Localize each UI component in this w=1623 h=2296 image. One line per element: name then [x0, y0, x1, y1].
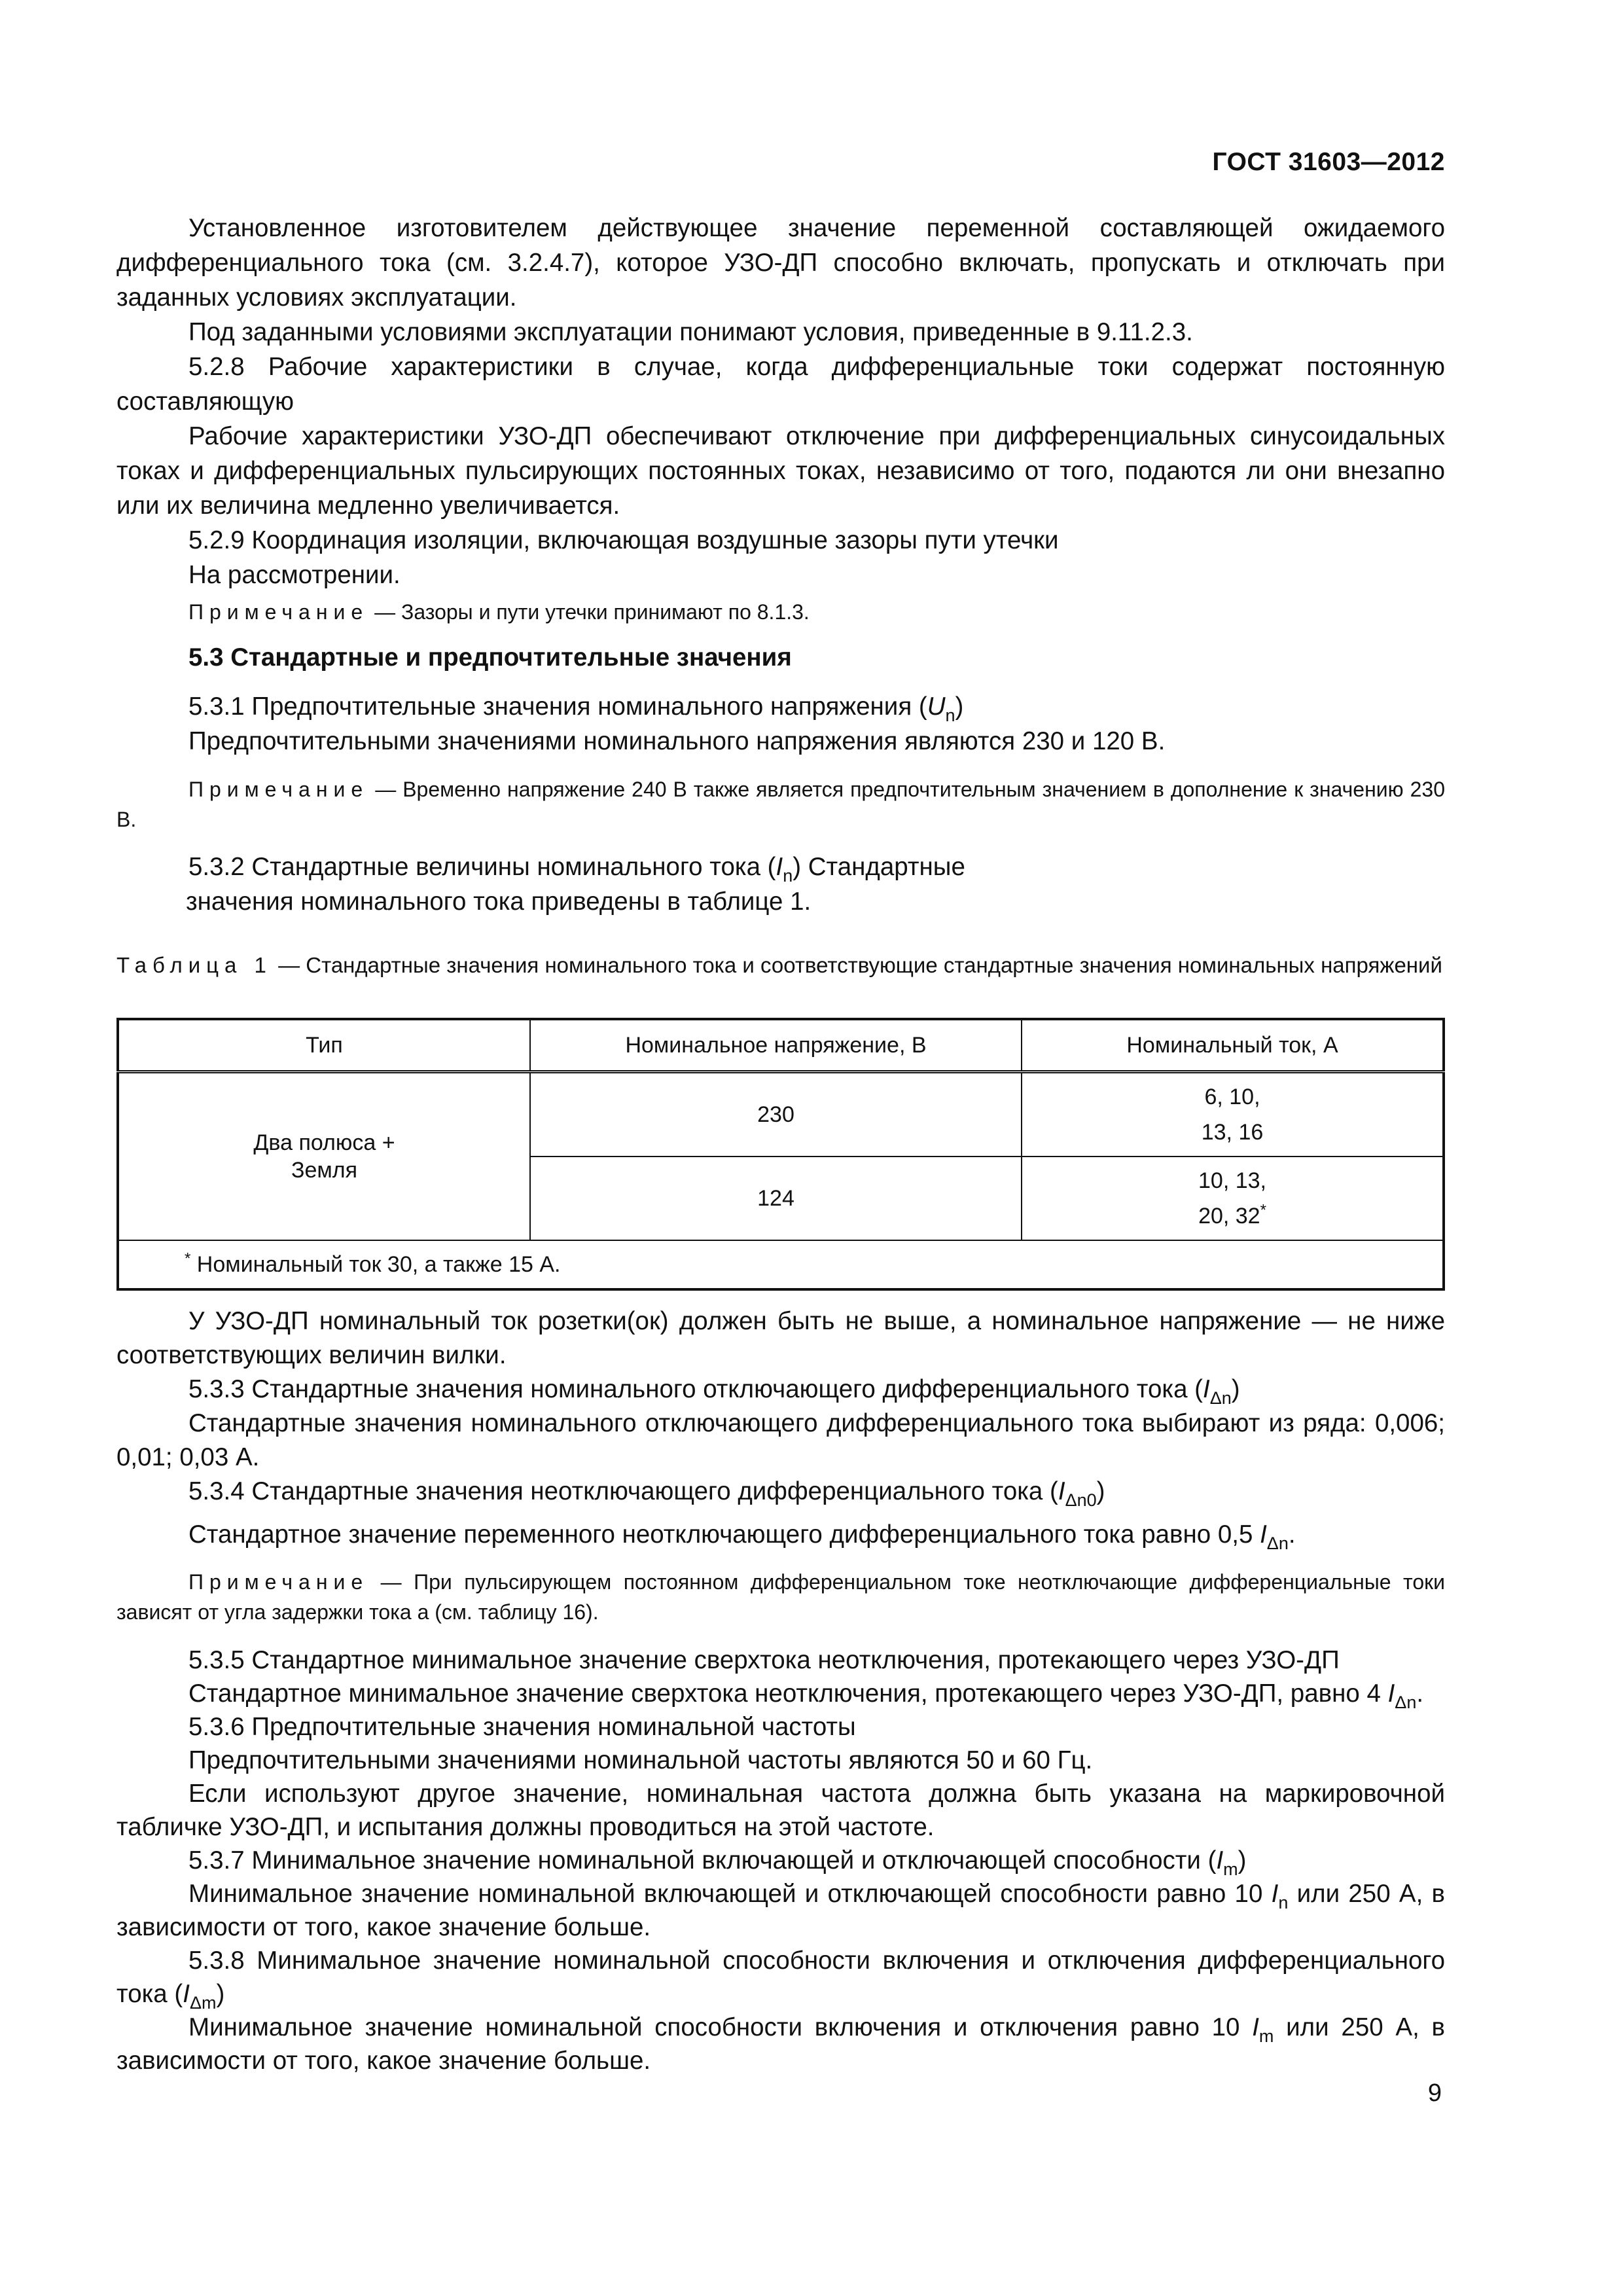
subscript: n — [1278, 1893, 1289, 1912]
footnote-mark: * — [185, 1249, 191, 1268]
clause-5-3-5-heading: 5.3.5 Стандартное минимальное значение сверхтока неотключения, протекающего через УЗО-ДП — [188, 1646, 1340, 1674]
paragraph-end: или 250 А, в зависимости от того, какое значение больше. — [116, 1880, 1446, 1941]
subscript: m — [1223, 1859, 1238, 1879]
document-code: ГОСТ 31603—2012 — [1212, 148, 1445, 176]
table-footnote-row — [118, 1240, 1444, 1289]
type-cell — [118, 1072, 530, 1241]
note-1 — [116, 597, 1445, 627]
paragraph: Стандартные значения номинального отключающего дифференциального тока выбирают из ряда: 0,006; 0,01; 0,03 А. — [116, 1409, 1445, 1471]
symbol-i: I — [1216, 1846, 1224, 1874]
symbol-i: I — [1252, 2013, 1259, 2041]
section-5-3-heading — [116, 640, 1445, 675]
table-caption-label: Таблица 1 — [116, 953, 272, 977]
clause-text-end: ) — [216, 1980, 225, 2008]
paragraph: Предпочтительными значениями номинальной частоты являются 50 и 60 Гц. — [188, 1746, 1093, 1774]
page-number: 9 — [1427, 2079, 1442, 2107]
current-line: 6, 10, — [1204, 1085, 1260, 1109]
subscript: Δn — [1266, 1534, 1289, 1553]
note-text: — Зазоры и пути утечки принимают по 8.1.3. — [368, 600, 810, 624]
paragraph-end: . — [1416, 1679, 1424, 1708]
type-line: Земля — [291, 1158, 358, 1183]
section-heading: 5.3 Стандартные и предпочтительные значения — [188, 643, 792, 672]
clause-5-2-9-heading: 5.2.9 Координация изоляции, включающая воздушные зазоры пути утечки — [188, 526, 1059, 554]
table-header-row — [118, 1019, 1444, 1072]
symbol-i: I — [1271, 1880, 1279, 1908]
paragraph: Под заданными условиями эксплуатации понимают условия, приведенные в 9.11.2.3. — [188, 318, 1193, 346]
paragraph-end: или 250 А, в зависимости от того, какое значение больше. — [116, 2013, 1445, 2075]
symbol-i: I — [1203, 1375, 1210, 1403]
type-line: Два полюса + — [253, 1130, 395, 1155]
note-label: Примечание — [188, 600, 369, 624]
column-header: Номинальный ток, А — [1022, 1019, 1444, 1072]
clause-text: 5.3.4 Стандартные значения неотключающего дифференциального тока ( — [188, 1477, 1058, 1505]
clause-text: 5.3.2 Стандартные величины номинального тока ( — [188, 853, 776, 881]
footnote-mark: * — [1260, 1201, 1266, 1219]
current-line: 13, 16 — [1201, 1120, 1264, 1145]
column-header: Номинальное напряжение, В — [530, 1019, 1022, 1072]
paragraph: Стандартное значение переменного неотключающего дифференциального тока равно 0,5 — [188, 1520, 1260, 1549]
paragraph: Минимальное значение номинальной способности включения и отключения равно 10 — [188, 2013, 1253, 2041]
symbol-u: U — [927, 692, 946, 721]
subscript: Δn — [1209, 1388, 1232, 1408]
clauses-5-3-5-to-5-3-8 — [116, 1643, 1445, 2077]
clause-5-2-8-heading: 5.2.8 Рабочие характеристики в случае, когда дифференциальные токи содержат постоянную составляющую — [116, 353, 1445, 416]
current-cell — [1022, 1072, 1444, 1157]
table-1-caption — [116, 950, 1445, 980]
note-label: Примечание — [188, 1570, 369, 1594]
clause-text-end: ) — [955, 692, 964, 721]
clause-5-3-1 — [116, 689, 1445, 759]
subscript: Δn — [1395, 1693, 1417, 1712]
paragraph-end: . — [1288, 1520, 1296, 1549]
clause-text-end: ) — [1096, 1477, 1105, 1505]
paragraph: Предпочтительными значениями номинального напряжения являются 230 и 120 В. — [188, 727, 1166, 755]
subscript: m — [1258, 2026, 1274, 2046]
current-cell — [1022, 1157, 1444, 1240]
note-3 — [116, 1567, 1445, 1627]
note-text: — Временно напряжение 240 В также является предпочтительным значением в дополнение к значению 230 В. — [116, 778, 1445, 831]
post-table-text — [116, 1304, 1445, 1552]
symbol-i: I — [1058, 1477, 1065, 1505]
paragraph: значения номинального тока приведены в таблице 1. — [186, 888, 812, 916]
clause-text: 5.3.3 Стандартные значения номинального отключающего дифференциального тока ( — [188, 1375, 1204, 1403]
table-row — [118, 1072, 1444, 1157]
clause-text: 5.3.1 Предпочтительные значения номинального напряжения ( — [188, 692, 927, 721]
symbol-i: I — [776, 853, 783, 881]
current-line: 20, 32* — [1198, 1201, 1266, 1229]
subscript: n — [783, 866, 793, 886]
subscript: Δn0 — [1065, 1490, 1097, 1510]
paragraph: Стандартное минимальное значение сверхтока неотключения, протекающего через УЗО-ДП, равно 4 — [188, 1679, 1388, 1708]
symbol-i: I — [1387, 1679, 1395, 1708]
note-label: Примечание — [188, 778, 369, 801]
subscript: n — [945, 706, 955, 725]
table-footnote — [118, 1240, 1444, 1289]
section-5-2-7-text — [116, 211, 1445, 592]
clause-text: 5.3.7 Минимальное значение номинальной включающей и отключающей способности ( — [188, 1846, 1217, 1874]
subscript: Δm — [189, 1993, 217, 2013]
paragraph: Установленное изготовителем действующее значение переменной составляющей ожидаемого дифференциального тока (см. 3.2.4.7), которое УЗО-ДП способно включать, пропускать и отключать при заданных условиях эксплуатации. — [116, 214, 1445, 312]
voltage-cell: 124 — [530, 1157, 1022, 1240]
clause-5-3-6-heading: 5.3.6 Предпочтительные значения номинальной частоты — [188, 1713, 856, 1741]
clause-text-end: ) — [1231, 1375, 1240, 1403]
paragraph: Рабочие характеристики УЗО-ДП обеспечивают отключение при дифференциальных синусоидальных токах и дифференциальных пульсирующих постоянных токах, независимо от того, подаются ли они внезапно или их величина медленно увеличивается. — [116, 422, 1445, 520]
clause-5-3-2 — [116, 850, 1445, 919]
paragraph: На рассмотрении. — [188, 561, 401, 589]
table-1 — [116, 1018, 1445, 1291]
symbol-i: I — [183, 1980, 190, 2008]
clause-text-end: ) — [1238, 1846, 1247, 1874]
clause-text: 5.3.8 Минимальное значение номинальной способности включения и отключения дифференциального тока ( — [116, 1946, 1445, 2008]
table-caption-text: — Стандартные значения номинального тока и соответствующие стандартные значения номинальных напряжений — [272, 953, 1442, 977]
voltage-cell: 230 — [530, 1072, 1022, 1157]
symbol-i: I — [1260, 1520, 1267, 1549]
paragraph: У УЗО-ДП номинальный ток розетки(ок) должен быть не выше, а номинальное напряжение — не ниже соответствующих величин вилки. — [116, 1307, 1445, 1369]
note-text: — При пульсирующем постоянном дифференциальном токе неотключающие дифференциальные токи зависят от угла задержки тока a (см. таблицу 16). — [116, 1570, 1445, 1624]
note-2 — [116, 774, 1445, 834]
clause-text-end: ) Стандартные — [793, 853, 965, 881]
paragraph: Минимальное значение номинальной включающей и отключающей способности равно 10 — [188, 1880, 1272, 1908]
current-line: 10, 13, — [1198, 1168, 1266, 1193]
paragraph: Если используют другое значение, номинальная частота должна быть указана на маркировочной табличке УЗО-ДП, и испытания должны проводиться на этой частоте. — [116, 1780, 1445, 1841]
column-header: Тип — [118, 1019, 530, 1072]
footnote-text: Номинальный ток 30, а также 15 А. — [190, 1251, 561, 1277]
